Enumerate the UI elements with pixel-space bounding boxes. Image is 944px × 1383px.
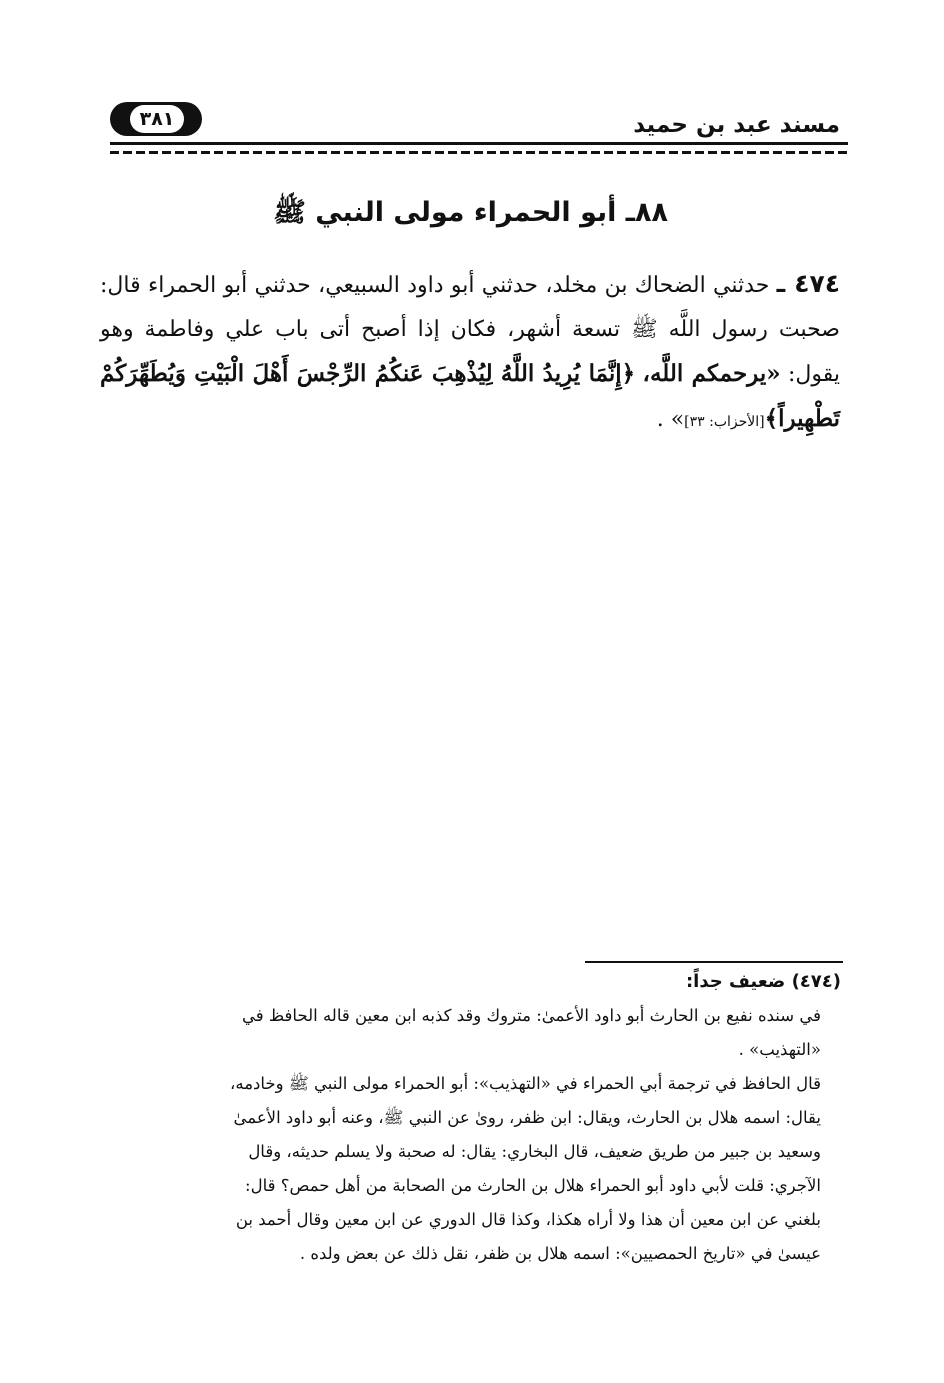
footnote-line: في سنده نفيع بن الحارث أبو داود الأعمىٰ: متروك وقد كذبه ابن معين قاله الحافظ في — [241, 1006, 821, 1025]
hadith-closing: » . — [656, 407, 685, 432]
footnote-line: قال الحافظ في ترجمة أبي الحمراء في «التهذيب»: أبو الحمراء مولى النبي ﷺ وخادمه، — [230, 1074, 821, 1093]
header-dashed-rule — [110, 151, 848, 154]
hadith-bold-phrase: «يرحمكم اللَّه، — [642, 360, 781, 387]
page-number: ٣٨١ — [130, 105, 184, 133]
footnote-line: الآجري: قلت لأبي داود أبو الحمراء هلال بن الحارث من الصحابة من أهل حمص؟ قال: — [245, 1176, 821, 1195]
quran-verse: ﴿إِنَّمَا يُرِيدُ اللَّهُ لِيُذْهِبَ عَنكُمُ الرِّجْسَ أَهْلَ الْبَيْتِ وَيُطَهِّرَكُمْ تَطْهِيراً﴾ — [100, 360, 840, 432]
hadith-number: ٤٧٤ ـ — [776, 269, 840, 298]
hadith-text — [100, 262, 840, 444]
header-rule — [110, 142, 848, 145]
running-title: مسند عبد بن حميد — [633, 112, 840, 138]
page-number-badge — [110, 102, 202, 136]
chapter-title: ٨٨ـ أبو الحمراء مولى النبي ﷺ — [273, 197, 668, 228]
footnote — [103, 965, 843, 1271]
quran-reference: [الأحزاب: ٣٣] — [684, 414, 765, 430]
footnote-line: بلغني عن ابن معين أن هذا ولا أراه هكذا، وكذا قال الدوري عن ابن معين وقال أحمد بن — [235, 1210, 821, 1229]
footnote-line: عيسىٰ في «تاريخ الحمصيين»: اسمه هلال بن ظفر، نقل ذلك عن بعض ولده . — [299, 1244, 821, 1263]
footnote-separator — [585, 961, 843, 963]
hadith-body: حدثني الضحاك بن مخلد، حدثني أبو داود السبيعي، حدثني أبو الحمراء قال: صحبت رسول اللَّه ﷺ تسعة أشهر، فكان إذا أصبح أتى باب علي وفاطمة وهو يقول: — [100, 273, 841, 387]
footnote-line: وسعيد بن جبير من طريق ضعيف، قال البخاري: يقال: له صحبة ولا يسلم حديثه، وقال — [248, 1142, 821, 1161]
page-header — [100, 96, 848, 166]
footnote-heading: (٤٧٤) ضعيف جداً: — [685, 971, 841, 992]
footnote-line: يقال: اسمه هلال بن الحارث، ويقال: ابن ظفر، روىٰ عن النبي ﷺ، وعنه أبو داود الأعمىٰ — [233, 1108, 821, 1127]
footnote-line: «التهذيب» . — [738, 1040, 821, 1059]
